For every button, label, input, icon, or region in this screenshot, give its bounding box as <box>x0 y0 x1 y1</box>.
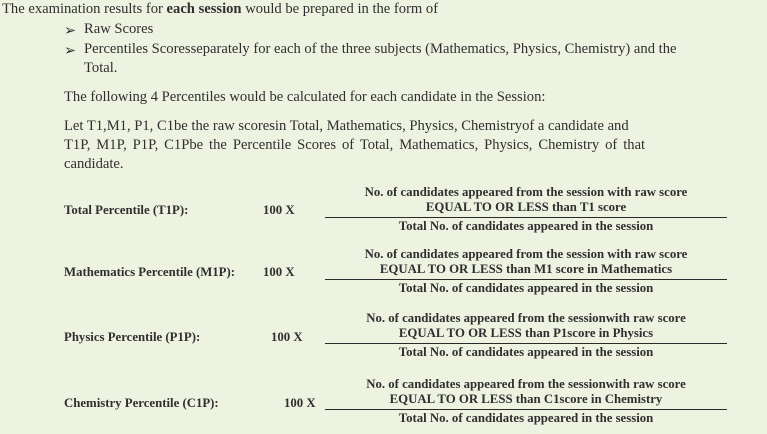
mathematics-percentile-label: Mathematics Percentile (M1P): <box>64 265 236 279</box>
total-numerator-line-2: EQUAL TO OR LESS than T1 score <box>325 200 727 218</box>
bullet-raw-scores: Raw Scores <box>84 21 154 37</box>
intro-post: would be prepared in the form of <box>241 1 439 17</box>
bullet-arrow-icon: ➢ <box>64 23 77 39</box>
total-percentile-label: Total Percentile (T1P): <box>64 203 189 217</box>
physics-numerator-line-1: No. of candidates appeared from the sessionwith raw score <box>366 311 686 325</box>
definition-line-2: T1P, M1P, P1P, C1Pbe the Percentile Scores of Total, Mathematics, Physics, Chemistry of that <box>64 137 646 153</box>
definition-line-1: Let T1,M1, P1, C1be the raw scoresin Total, Mathematics, Physics, Chemistryof a candidate and <box>64 118 629 134</box>
chemistry-numerator-line-1: No. of candidates appeared from the sessionwith raw score <box>366 377 686 391</box>
chemistry-denominator: Total No. of candidates appeared in the session <box>398 411 654 425</box>
chemistry-multiplier: 100 X <box>284 396 316 410</box>
physics-denominator: Total No. of candidates appeared in the session <box>398 345 654 359</box>
physics-multiplier: 100 X <box>271 330 303 344</box>
mathematics-numerator-line-2: EQUAL TO OR LESS than M1 score in Mathematics <box>325 262 727 280</box>
bullet-arrow-icon: ➢ <box>64 43 77 59</box>
chemistry-fraction <box>325 377 727 426</box>
physics-percentile-label: Physics Percentile (P1P): <box>64 330 201 344</box>
total-numerator-line-1: No. of candidates appeared from the session with raw score <box>364 185 688 199</box>
mathematics-denominator: Total No. of candidates appeared in the session <box>398 281 654 295</box>
chemistry-numerator-line-2: EQUAL TO OR LESS than C1score in Chemistry <box>325 392 727 410</box>
definition-line-3: candidate. <box>64 156 124 172</box>
intro-bold: each session <box>166 1 242 17</box>
bullet-percentile-scores-cont: Total. <box>84 60 118 76</box>
mathematics-numerator-line-1: No. of candidates appeared from the session with raw score <box>364 247 688 261</box>
total-denominator: Total No. of candidates appeared in the session <box>398 219 654 233</box>
bullet-percentile-scores: Percentiles Scoresseparately for each of the three subjects (Mathematics, Physics, Chemistry) and the <box>84 41 677 57</box>
percentile-intro-paragraph: The following 4 Percentiles would be calculated for each candidate in the Session: <box>64 89 546 105</box>
total-fraction <box>325 185 727 234</box>
mathematics-multiplier: 100 X <box>263 265 295 279</box>
total-multiplier: 100 X <box>263 203 295 217</box>
chemistry-percentile-label: Chemistry Percentile (C1P): <box>64 396 219 410</box>
mathematics-fraction <box>325 247 727 296</box>
intro-text <box>2 1 438 18</box>
physics-numerator-line-2: EQUAL TO OR LESS than P1score in Physics <box>325 326 727 344</box>
intro-pre: The examination results for <box>2 1 167 17</box>
physics-fraction <box>325 311 727 360</box>
